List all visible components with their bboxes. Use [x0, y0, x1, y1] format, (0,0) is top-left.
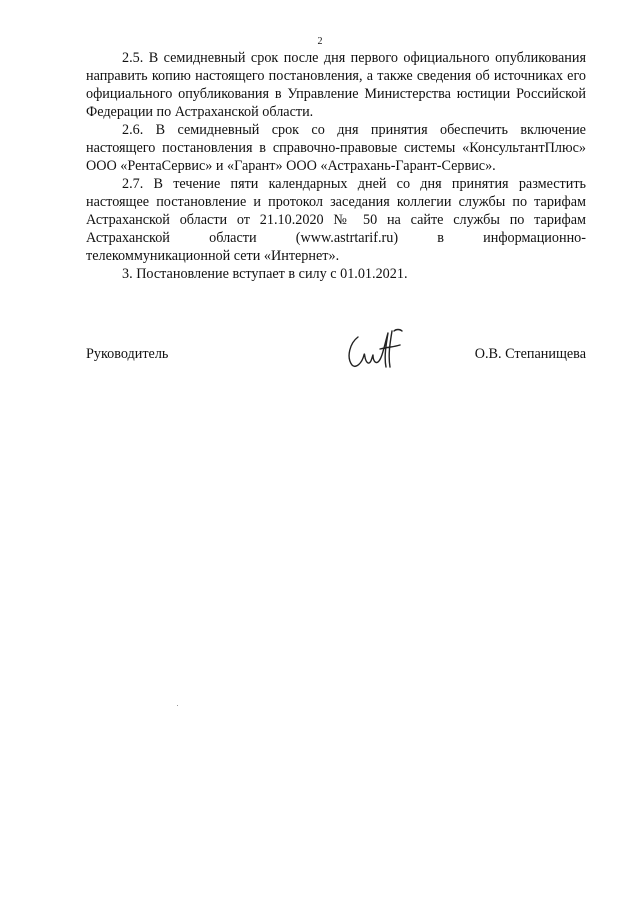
signature-block: [86, 345, 586, 375]
paragraph-2-5: 2.5. В семидневный срок после дня первого официального опубликования направить копию настоящего постановления, а также сведения об источниках его официального опубликования в Управление Министерства юстиции Российской Федерации по Астраханской области.: [86, 50, 586, 120]
paragraph-3: 3. Постановление вступает в силу с 01.01.2021.: [122, 266, 408, 282]
signatory-name: О.В. Степанищева: [474, 346, 586, 362]
document-body: [86, 49, 586, 283]
paragraph-2-6: 2.6. В семидневный срок со дня принятия обеспечить включение настоящего постановления в справочно-правовые системы «КонсультантПлюс» ООО «РентаСервис» и «Гарант» ООО «Астрахань-Гарант-Сервис».: [86, 122, 586, 174]
handwritten-signature: [344, 327, 408, 373]
paragraph-2-7: 2.7. В течение пяти календарных дней со дня принятия разместить настоящее постановление и протокол заседания коллегии службы по тарифам Астраханской области от 21.10.2020 № 50 на сайте службы по тарифам Астраханской области (www.astrtarif.ru) в информационно-телекоммуникационной сети «Интернет».: [86, 176, 586, 264]
page-number: 2: [317, 36, 323, 47]
scan-artifact-dot: [177, 705, 178, 706]
signatory-title: Руководитель: [86, 346, 169, 362]
